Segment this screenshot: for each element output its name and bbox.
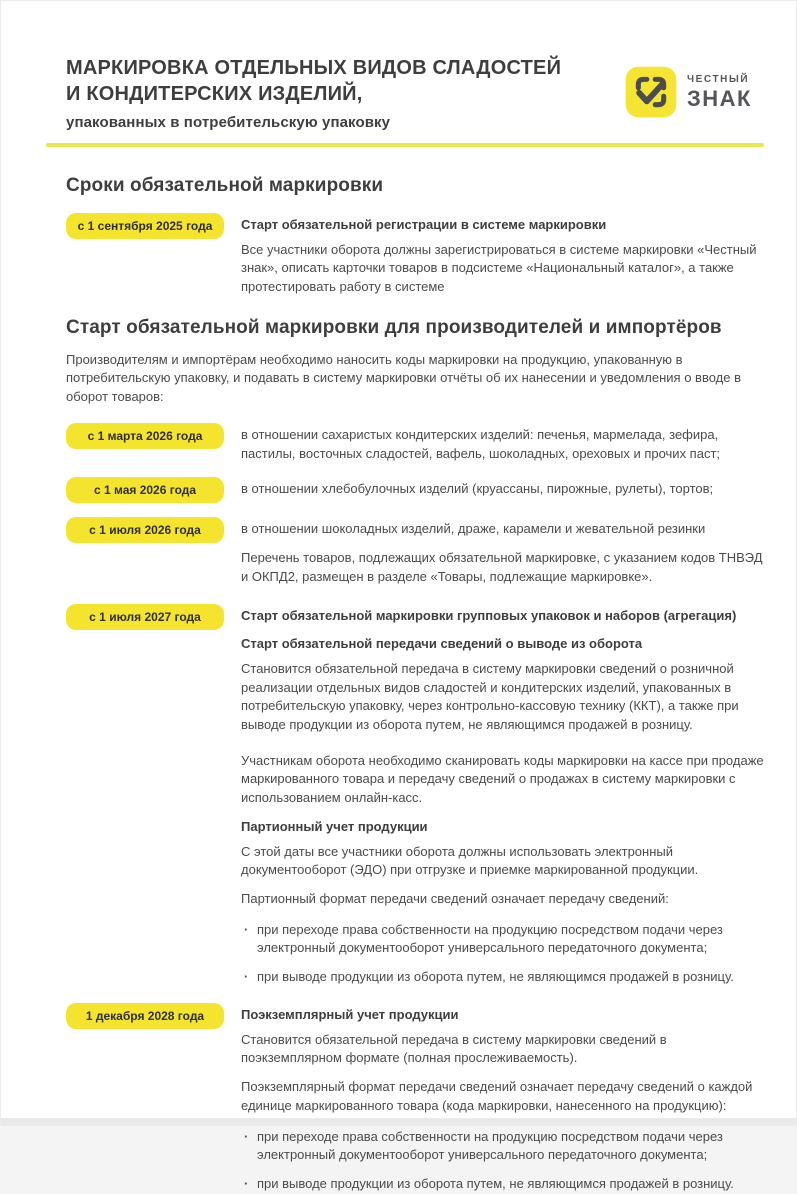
bullet-list [241,921,764,987]
row-title: Старт обязательной передачи сведений о выводе из оборота [241,636,643,652]
page-bottom-edge [1,1118,796,1125]
row-paragraph: С этой даты все участники оборота должны использовать электронный документооборот (ЭДО) при отгрузке и приемке маркированной продукции. [241,843,699,878]
bullet-item: · при выводе продукции из оборота путем, не являющимся продажей в розницу. [241,1175,764,1194]
page-title-line2: И КОНДИТЕРСКИХ ИЗДЕЛИЙ, [66,83,363,106]
row-content [241,1003,764,1194]
row-paragraph: Становится обязательной передача в систему маркировки сведений в поэкземплярном формате (полная прослеживаемость). [241,1031,667,1066]
bullet-item: · при переходе права собственности на продукцию посредством подачи через электронный документооборот универсального передаточного документа; [241,1128,764,1165]
row-content [241,604,764,987]
page-title-line1: МАРКИРОВКА ОТДЕЛЬНЫХ ВИДОВ СЛАДОСТЕЙ [66,57,562,79]
row-paragraph: Становится обязательной передача в систему маркировки сведений о розничной реализации отдельных видов сладостей и кондитерских изделий, упакованных в потребительскую упаковку, через контрольно-кассовую технику (ККТ), а также при выводе продукции из оборота путем, не являющимся продажей в розницу. [241,660,739,732]
timeline-row [66,213,764,297]
timeline-row [66,1003,764,1194]
timeline-row [66,604,764,987]
bullet-item: · при выводе продукции из оборота путем, не являющимся продажей в розницу. [241,968,764,987]
chestny-znak-logo [624,65,752,119]
row-body: в отношении сахаристых кондитерских изделий: печенья, мармелада, зефира, пастилы, восточных сладостей, вафель, шоколадных, ореховых и прочих паст; [241,426,721,461]
date-badge: с 1 сентября 2025 года [66,213,224,239]
row-body: Все участники оборота должны зарегистрироваться в системе маркировки «Честный знак», описать карточки товаров в подсистеме «Национальный каталог», а также протестировать работу в системе [241,241,757,294]
row-paragraph: Поэкземплярный формат передачи сведений означает передачу сведений о каждой единице маркированного товара (кода маркировки, нанесенного на продукцию): [241,1079,753,1113]
row-subtitle: Партионный учет продукции [241,818,428,834]
page-subtitle: упакованных в потребительскую упаковку [66,113,391,131]
date-badge: с 1 июля 2026 года [66,517,224,543]
row-content [241,477,713,499]
timeline-row [66,477,764,503]
row-title: Старт обязательной маркировки групповых упаковок и наборов (агрегация) [241,608,737,624]
timeline-row [66,517,764,586]
timeline-row [66,423,764,463]
section-deadlines [66,175,764,297]
row-content [241,213,764,297]
scan-check-icon [624,65,678,119]
date-badge: с 1 марта 2026 года [66,423,224,449]
logo-word-top: ЧЕСТНЫЙ [687,73,750,85]
row-paragraph: Партионный формат передачи сведений означает передачу сведений: [241,891,669,907]
row-note: Перечень товаров, подлежащих обязательной маркировке, с указанием кодов ТНВЭД и ОКПД2, размещен в разделе «Товары, подлежащие маркировке». [241,549,763,584]
bullet-item: · при переходе права собственности на продукцию посредством подачи через электронный документооборот универсального передаточного документа; [241,921,764,958]
date-badge: с 1 июля 2027 года [66,604,224,630]
yellow-divider [46,143,764,147]
row-paragraph: Участникам оборота необходимо сканировать коды маркировки на кассе при продаже маркированного товара и передачу сведений о продажах в систему маркировки с использованием онлайн-касс. [241,752,764,806]
row-title: Старт обязательной регистрации в системе маркировки [241,216,607,232]
section-producers-importers [66,317,764,1194]
date-badge: с 1 мая 2026 года [66,477,224,503]
section-intro: Производителям и импортёрам необходимо наносить коды маркировки на продукцию, упакованную в потребительскую упаковку, и подавать в систему маркировки отчёты об их нанесении и уведомления о вводе в оборот товаров: [66,351,741,405]
section-heading: Сроки обязательной маркировки [66,174,384,196]
row-content [241,423,764,463]
row-body: в отношении шоколадных изделий, драже, карамели и жевательной резинки [241,521,706,537]
row-content [241,517,764,586]
logo-text [687,75,752,110]
bullet-list [241,1128,764,1194]
row-title: Поэкземплярный учет продукции [241,1006,459,1022]
row-body: в отношении хлебобулочных изделий (круассаны, пирожные, рулеты), тортов; [241,481,714,497]
logo-word-bottom: ЗНАК [687,85,752,111]
date-badge: 1 декабря 2028 года [66,1003,224,1029]
section-heading: Старт обязательной маркировки для производителей и импортёров [66,316,722,338]
